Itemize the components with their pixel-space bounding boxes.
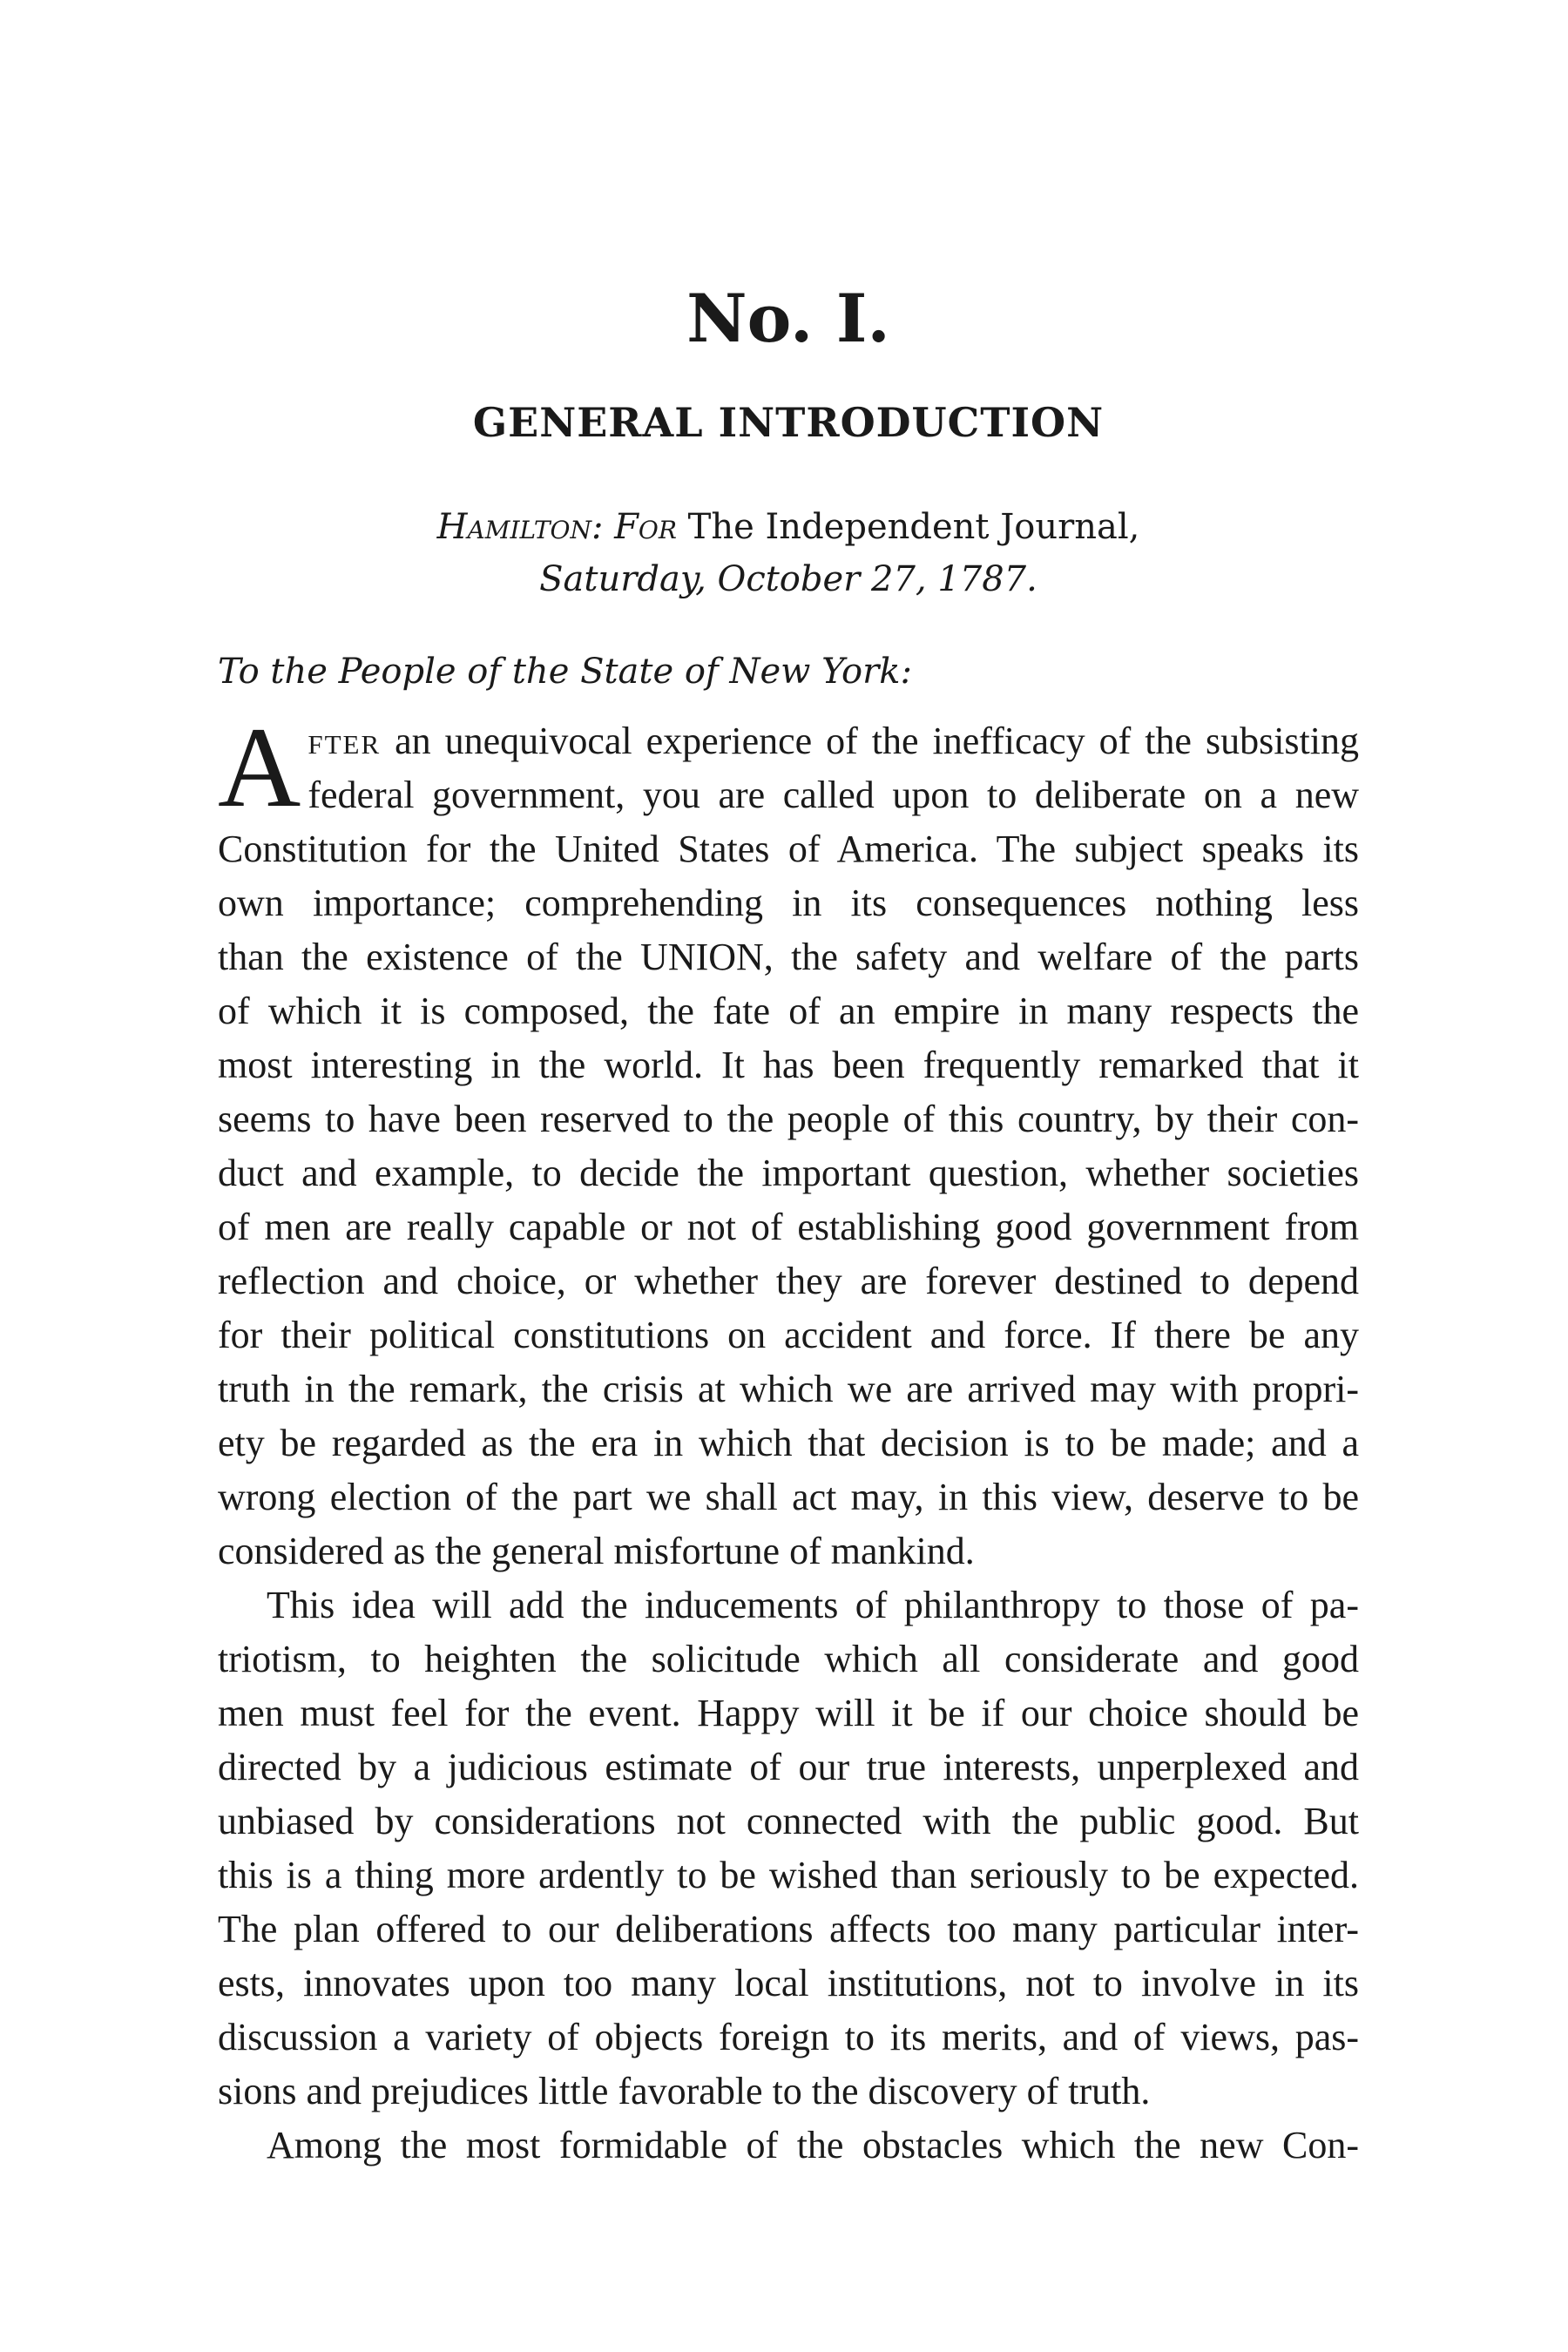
paragraph-1-line: federal government, you are called upon to deliberate on a new	[308, 774, 1359, 816]
paragraph-2-line: sions and prejudices little favorable to the discovery of truth.	[218, 2070, 1151, 2112]
paragraph-1-line: than the existence of the UNION, the safety and welfare of the parts	[218, 936, 1359, 978]
paragraph-1-line	[218, 714, 1359, 768]
paragraph-2-line: this is a thing more ardently to be wished than seriously to be expected.	[218, 1854, 1359, 1896]
first-word-smallcaps: fter	[308, 720, 382, 762]
paragraph-3-line: Among the most formidable of the obstacles which the new Con-	[267, 2124, 1359, 2166]
byline-date: Saturday, October 27, 1787.	[539, 559, 1037, 599]
text-run: an unequivocal experience of the inefficacy of the subsisting	[381, 720, 1359, 762]
byline	[218, 501, 1359, 605]
paragraph-1-line: wrong election of the part we shall act may, in this view, deserve to be	[218, 1476, 1359, 1518]
body-text	[218, 703, 1359, 2173]
section-title: GENERAL INTRODUCTION	[472, 399, 1105, 446]
paragraph-1-line: truth in the remark, the crisis at which we are arrived may with propri-	[218, 1368, 1359, 1410]
paragraph-2-line: men must feel for the event. Happy will it be if our choice should be	[218, 1692, 1359, 1734]
paragraph-1-line: ety be regarded as the era in which that decision is to be made; and a	[218, 1422, 1359, 1464]
paragraph-1-line: most interesting in the world. It has been frequently remarked that it	[218, 1044, 1359, 1086]
paragraph-1-line: reflection and choice, or whether they are forever destined to depend	[218, 1260, 1359, 1302]
paper-number-title: No. I.	[686, 280, 890, 357]
paragraph-2-line: discussion a variety of objects foreign to its merits, and of views, pas-	[218, 2016, 1359, 2058]
byline-author: Hamilton:	[436, 507, 604, 547]
paragraph-1-line: for their political constitutions on accident and force. If there be any	[218, 1314, 1359, 1356]
paragraph-1-line: seems to have been reserved to the people of this country, by their con-	[218, 1098, 1359, 1140]
paragraph-1-line: considered as the general misfortune of mankind.	[218, 1530, 975, 1572]
paragraph-2-line: directed by a judicious estimate of our true interests, unperplexed and	[218, 1746, 1359, 1788]
byline-publication: The Independent Journal,	[687, 507, 1140, 547]
paragraph-1-line: own importance; comprehending in its consequences nothing less	[218, 882, 1359, 924]
paragraph-2-line: This idea will add the inducements of philanthropy to those of pa-	[267, 1584, 1359, 1626]
paragraph-2-line: triotism, to heighten the solicitude which all considerate and good	[218, 1638, 1359, 1680]
paragraph-1	[218, 703, 1359, 1578]
salutation: To the People of the State of New York:	[218, 652, 912, 692]
paragraph-1-line: duct and example, to decide the important question, whether societies	[218, 1152, 1359, 1194]
paragraph-2-line: ests, innovates upon too many local institutions, not to involve in its	[218, 1962, 1359, 2004]
drop-cap: A	[218, 703, 301, 831]
paragraph-2-line: The plan offered to our deliberations affects too many particular inter-	[218, 1908, 1359, 1950]
paragraph-2	[218, 1578, 1359, 2119]
book-page	[218, 0, 1359, 2352]
paragraph-2-line: unbiased by considerations not connected with the public good. But	[218, 1800, 1359, 1842]
paragraph-3	[218, 2119, 1359, 2173]
paragraph-1-line: Constitution for the United States of America. The subject speaks its	[218, 828, 1359, 870]
paragraph-1-line: of which it is composed, the fate of an empire in many respects the	[218, 990, 1359, 1032]
paragraph-1-line: of men are really capable or not of establishing good government from	[218, 1206, 1359, 1248]
byline-for: For	[614, 507, 677, 547]
